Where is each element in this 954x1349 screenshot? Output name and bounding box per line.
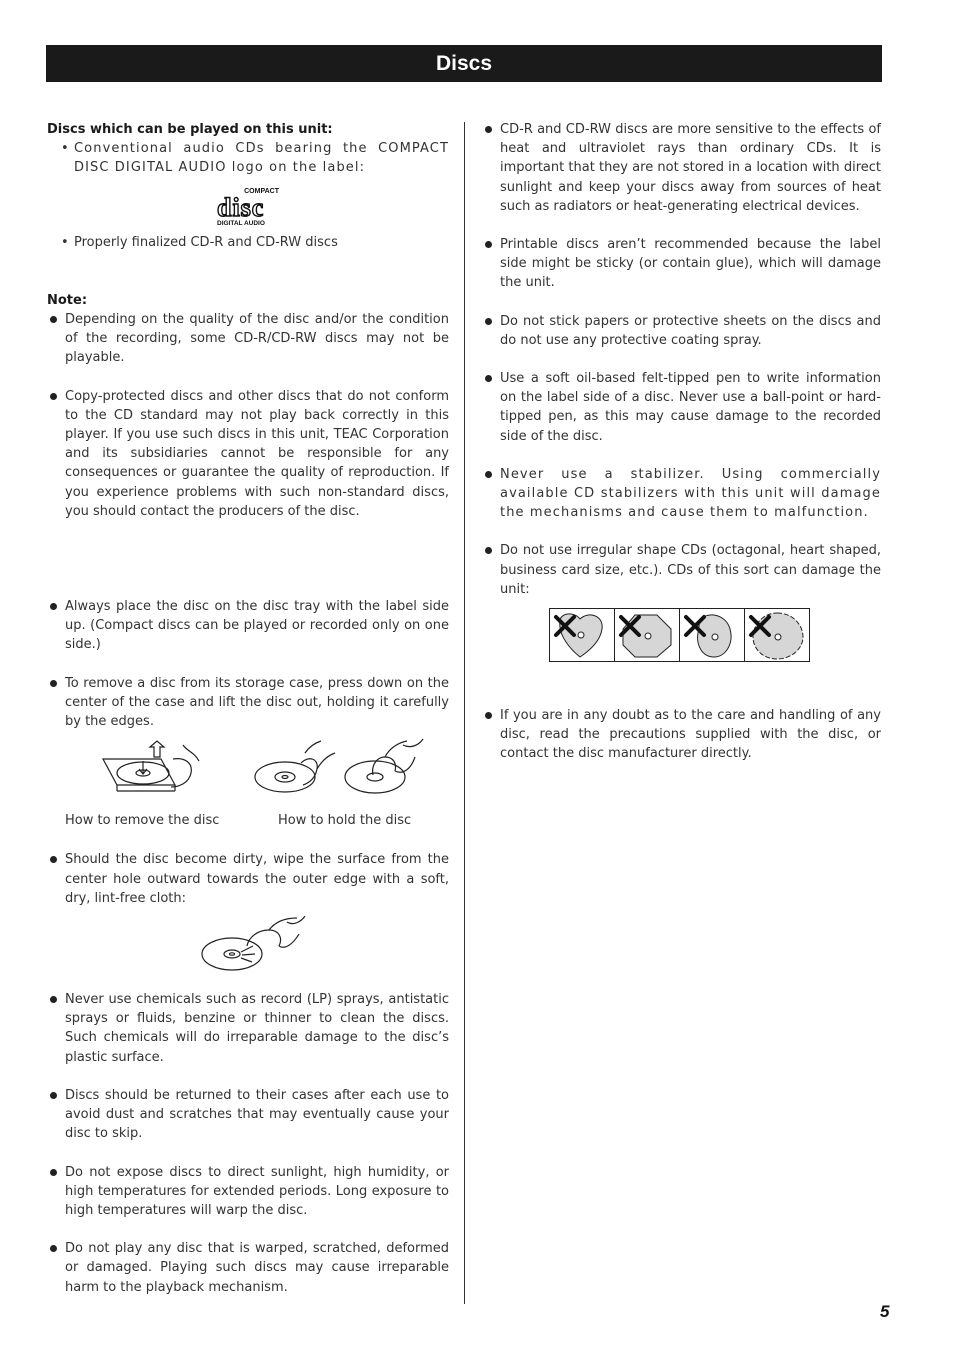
round-irregular-disc-icon [744,608,810,662]
care-item: Do not play any disc that is warped, scratched, deformed or damaged. Playing such discs may cause irreparable harm to the playback mechanism. [47,1239,449,1297]
hold-disc-illustration-1 [255,741,335,792]
caption-hold-disc: How to hold the disc [278,813,412,829]
section-title-bar [46,45,882,82]
note-item: Copy-protected discs and other discs that do not conform to the CD standard may not play back correctly in this player. If you use such discs in this unit, TEAC Corporation and its subsidiaries cannot be responsible for any consequences or guarantee the quality of reproduction. If you experience problems with such non-standard discs, you should contact the producers of the disc. [47,387,449,521]
care-item: Do not stick papers or protective sheets on the discs and do not use any protective coating spray. [482,312,881,350]
care-item: Do not use irregular shape CDs (octagonal, heart shaped, business card size, etc.). CDs of this sort can damage the unit: [482,541,881,599]
irregular-disc-shapes [549,608,881,662]
compact-disc-logo [217,188,279,227]
care-item: Printable discs aren’t recommended because the label side might be sticky (or contain glue), which will damage the unit. [482,235,881,293]
wipe-disc-illustration [47,916,449,978]
playable-item-audio-cd: • Conventional audio CDs bearing the COMPACT DISC DIGITAL AUDIO logo on the label: [47,139,449,177]
logo-text-top: COMPACT [244,187,279,195]
caption-remove-disc: How to remove the disc [65,813,220,829]
octagon-disc-icon [614,608,680,662]
note-item: Depending on the quality of the disc and/or the condition of the recording, some CD-R/CD-RW discs may not be playable. [47,310,449,368]
page-title: Discs [435,52,493,75]
logo-text-disc: disc [217,192,265,222]
care-item: Do not expose discs to direct sunlight, high humidity, or high temperatures for extended periods. Long exposure to high temperatures will warp the disc. [47,1163,449,1221]
column-divider [464,122,465,1304]
note-heading: Note: [47,292,88,308]
care-item: Discs should be returned to their cases after each use to avoid dust and scratches that may eventually cause your disc to skip. [47,1086,449,1144]
care-item: Use a soft oil-based felt-tipped pen to write information on the label side of a disc. Never use a ball-point or hard-tipped pen, as this may cause damage to the recorded side of the disc. [482,369,881,446]
care-item: Never use a stabilizer. Using commercially available CD stabilizers with this unit will damage the mechanisms and cause them to malfunction. [482,465,881,523]
care-item: Always place the disc on the disc tray with the label side up. (Compact discs can be played or recorded only on one side.) [47,597,449,655]
care-item: If you are in any doubt as to the care and handling of any disc, read the precautions supplied with the disc, or contact the disc manufacturer directly. [482,706,881,764]
hold-disc-illustration-2 [345,739,423,793]
logo-text-bottom: DIGITAL AUDIO [217,219,265,227]
playable-heading: Discs which can be played on this unit: [47,122,333,137]
card-disc-icon [679,608,745,662]
left-column [47,120,449,1297]
care-item: Never use chemicals such as record (LP) sprays, antistatic sprays or fluids, benzine or thinner to clean the discs. Such chemicals will do irreparable damage to the disc’s plastic surface. [47,990,449,1067]
care-item: CD-R and CD-RW discs are more sensitive to the effects of heat and ultraviolet rays than ordinary CDs. It is important that they are not stored in a location with direct sunlight and keep your discs away from sources of heat such as radiators or heat-generating electrical devices. [482,120,881,216]
clean-item: Should the disc become dirty, wipe the surface from the center hole outward towards the outer edge with a soft, dry, lint-free cloth: [47,850,449,908]
right-column [482,120,881,764]
disc-handling-illustration [47,737,449,807]
page-number: 5 [880,1302,890,1321]
care-item: To remove a disc from its storage case, press down on the center of the case and lift the disc out, holding it carefully by the edges. [47,674,449,732]
illustration-captions [47,811,449,830]
remove-disc-illustration [103,741,199,791]
heart-disc-icon [549,608,615,662]
playable-item-cdr: • Properly finalized CD-R and CD-RW discs [47,233,449,252]
